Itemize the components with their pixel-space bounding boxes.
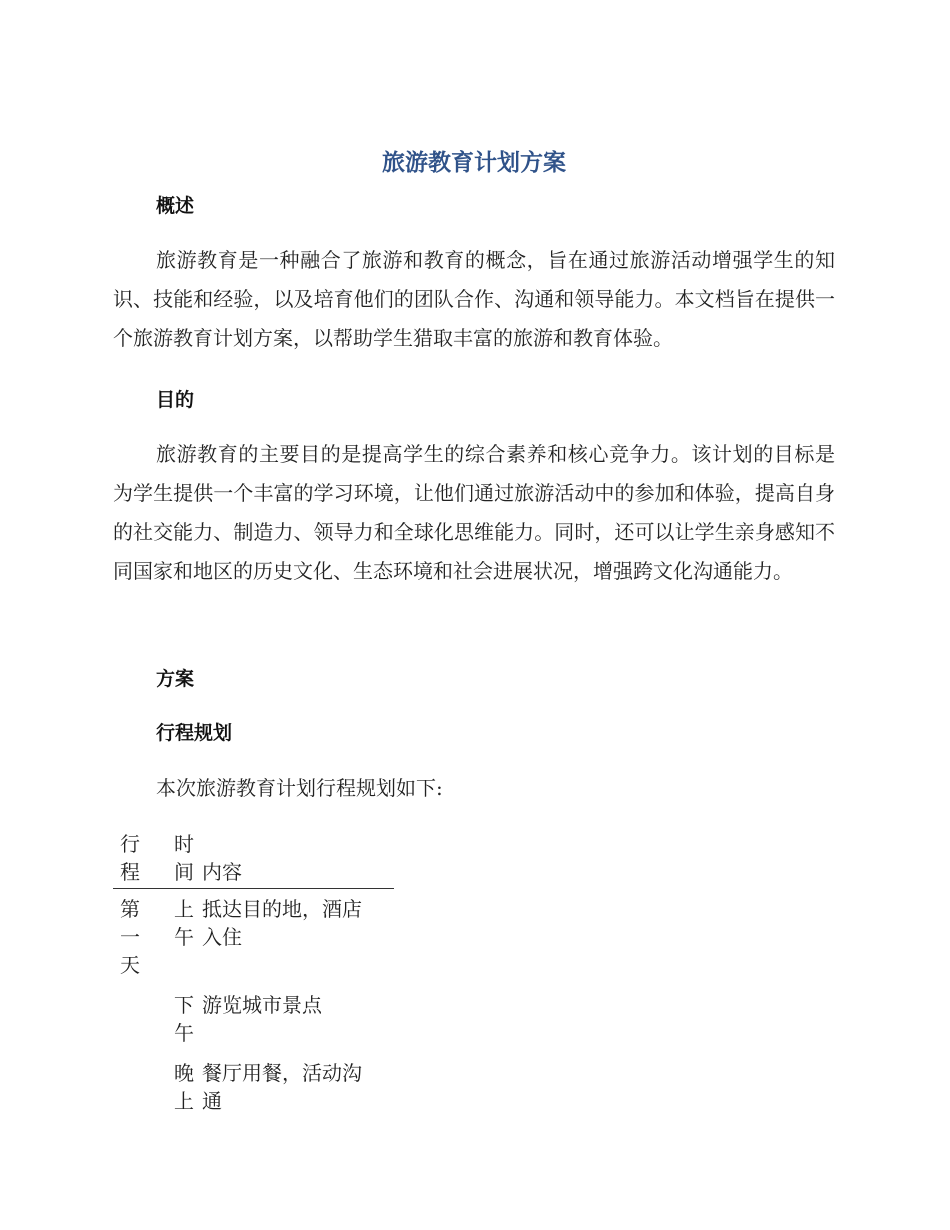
header-day: 行程: [113, 830, 160, 889]
table-row: [113, 1053, 394, 1121]
cell-time: 下午: [174, 993, 194, 1045]
paragraph-overview: 旅游教育是一种融合了旅游和教育的概念，旨在通过旅游活动增强学生的知识、技能和经验，以及培育他们的团队合作、沟通和领导能力。本文档旨在提供一个旅游教育计划方案，以帮助学生猎取丰富的旅游和教育体验。: [113, 248, 835, 350]
heading-itinerary: 行程规划: [156, 722, 233, 744]
cell-day: [113, 985, 160, 1053]
paragraph-itinerary-intro: 本次旅游教育计划行程规划如下:: [156, 776, 443, 800]
header-content: 内容: [202, 830, 394, 889]
cell-day: 第一天: [120, 897, 140, 977]
cell-content: 抵达目的地，酒店入住: [202, 897, 362, 949]
cell-content: 餐厅用餐，活动沟通: [202, 1061, 362, 1113]
itinerary-table: [113, 830, 394, 1121]
heading-plan: 方案: [156, 668, 195, 690]
table-header-row: [113, 830, 394, 889]
cell-day: [113, 1053, 160, 1121]
cell-content: 游览城市景点: [202, 993, 322, 1017]
cell-time: 晚上: [174, 1061, 194, 1113]
cell-time: 上午: [174, 897, 194, 949]
header-time: 时间: [160, 830, 202, 889]
document-title: 旅游教育计划方案: [382, 150, 566, 176]
paragraph-purpose: 旅游教育的主要目的是提高学生的综合素养和核心竞争力。该计划的目标是为学生提供一个丰富的学习环境，让他们通过旅游活动中的参加和体验，提高自身的社交能力、制造力、领导力和全球化思维能力。同时，还可以让学生亲身感知不同国家和地区的历史文化、生态环境和社会进展状况，增强跨文化沟通能力。: [113, 442, 835, 583]
heading-overview: 概述: [156, 195, 195, 217]
heading-purpose: 目的: [156, 389, 195, 411]
table-row: [113, 985, 394, 1053]
table-row: [113, 889, 394, 986]
